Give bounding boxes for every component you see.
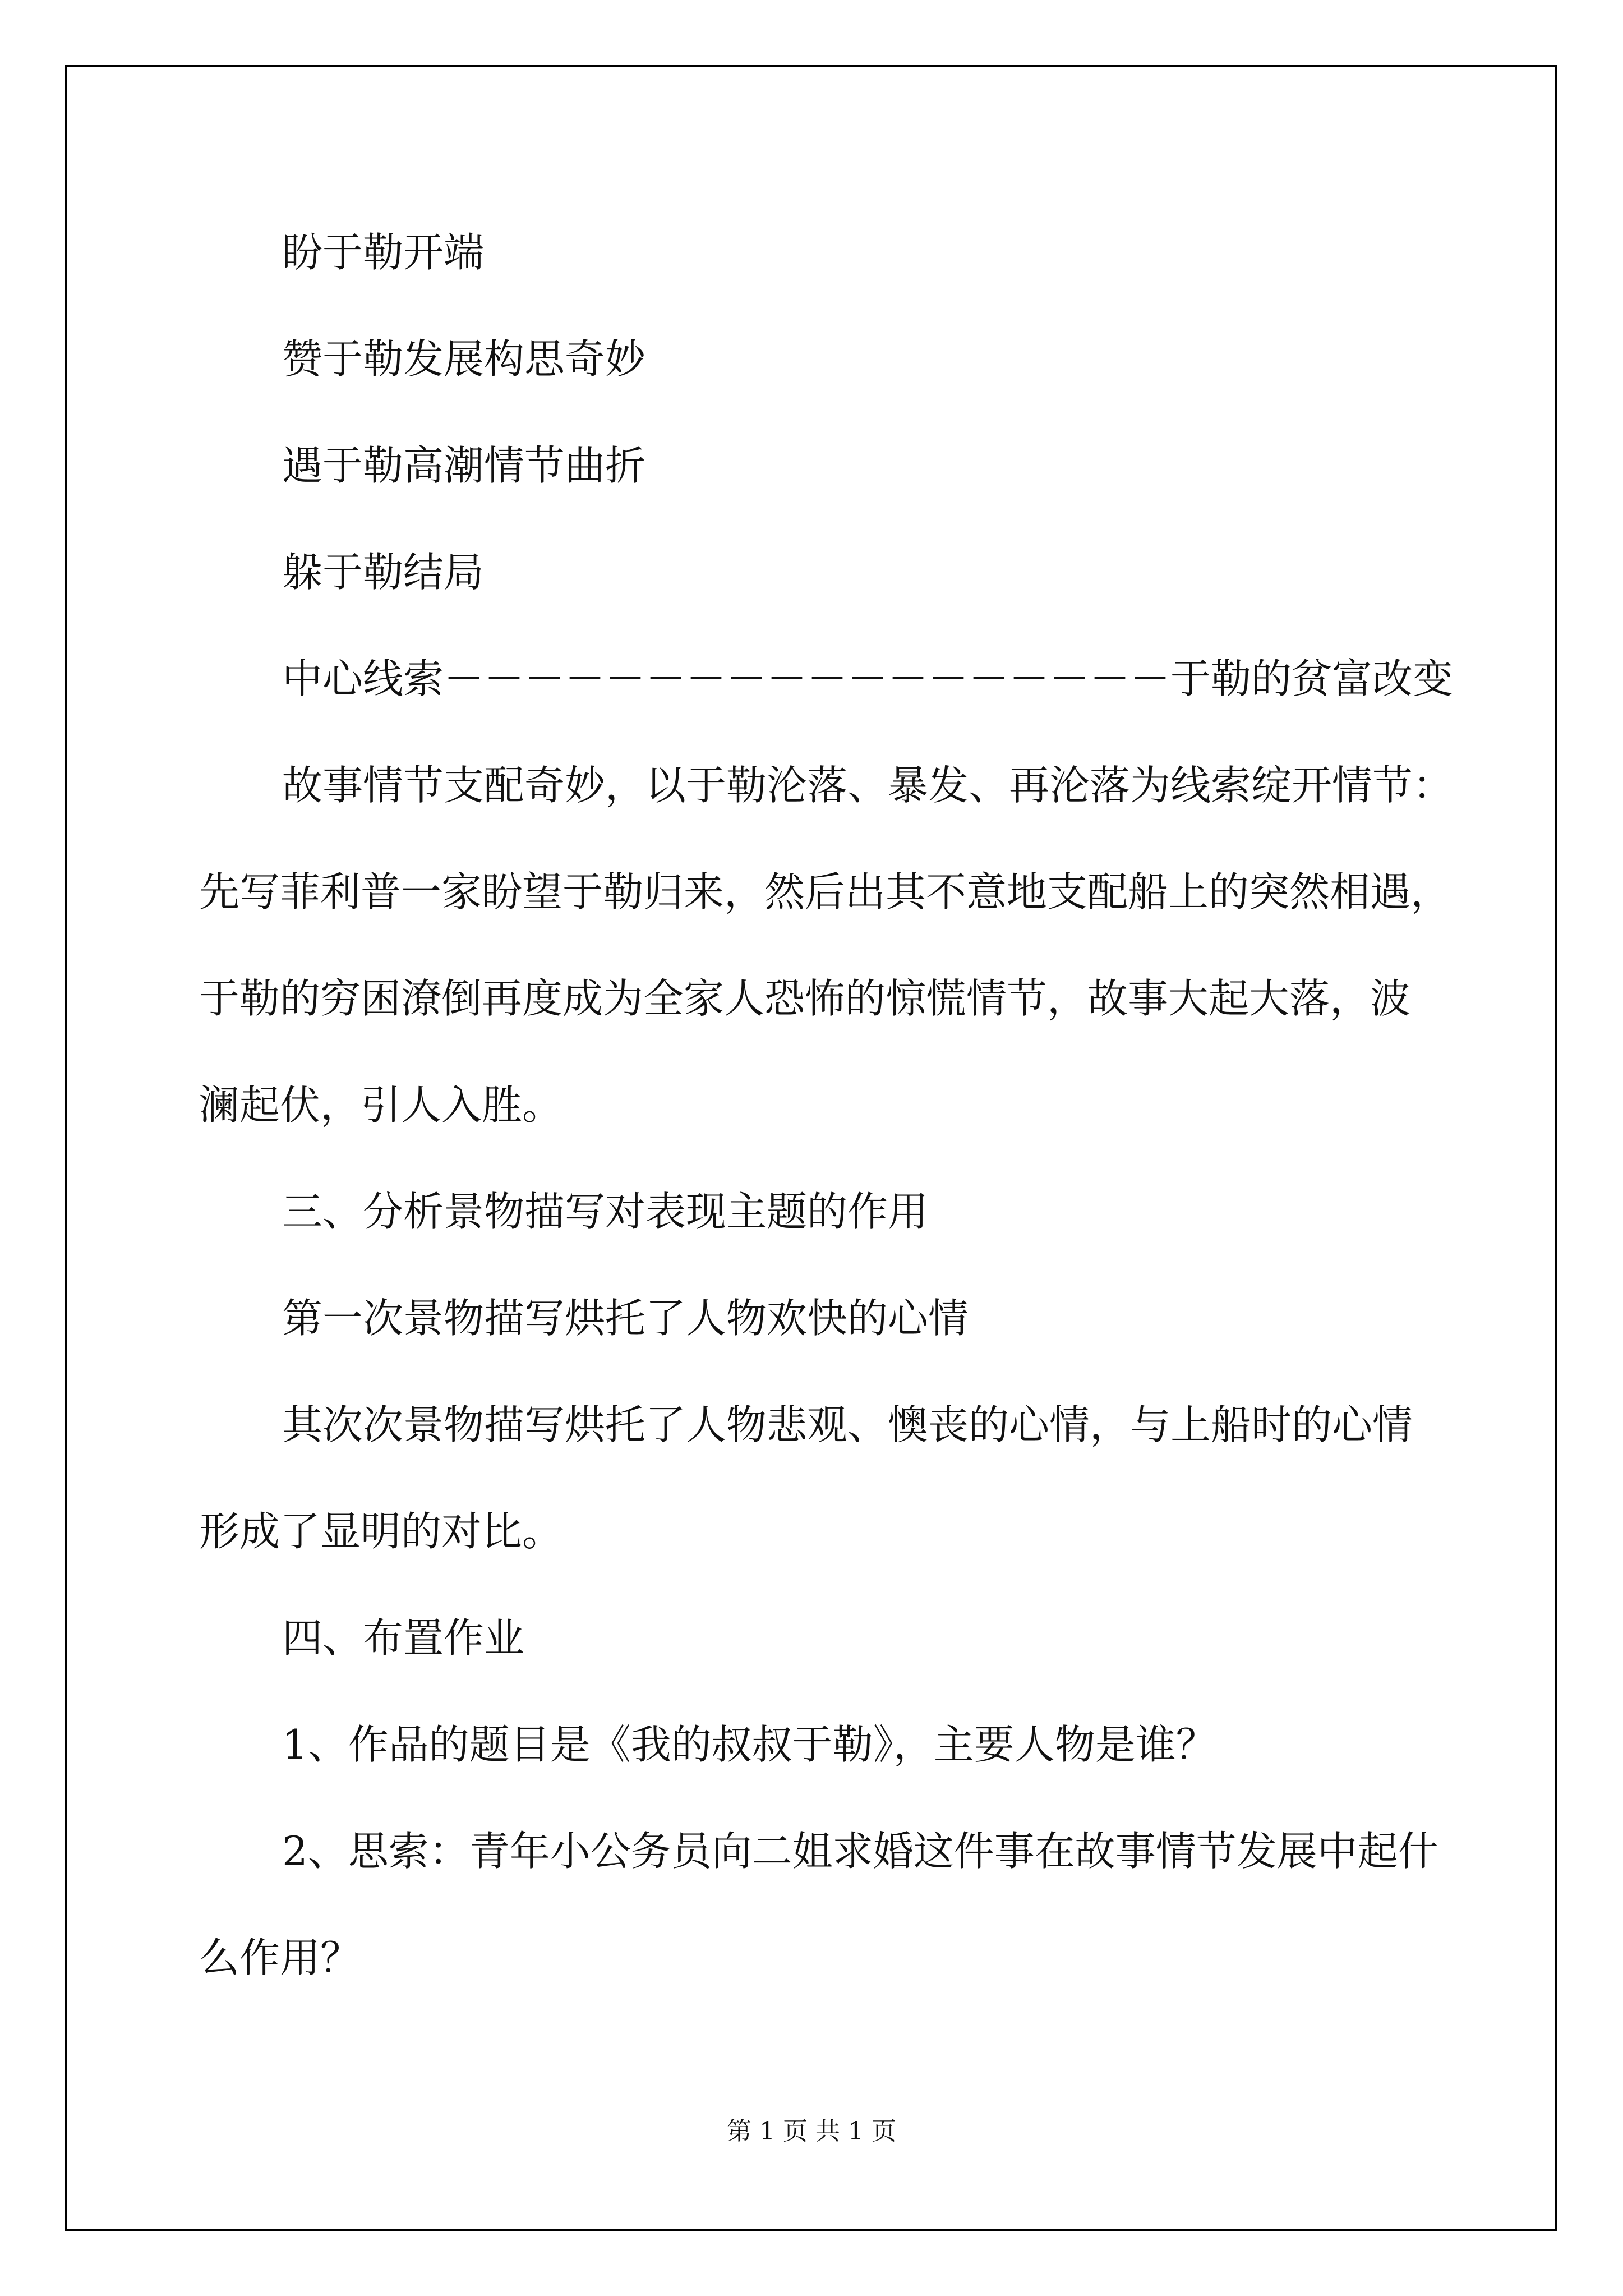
text-line: 澜起伏，引人入胜。 [199,1082,563,1129]
text-line: 么作用？ [199,1934,361,1981]
text-line: 遇于勒高潮情节曲折 [282,442,646,489]
text-line: 第一次景物描写烘托了人物欢快的心情 [282,1295,969,1342]
text-line: 2、思索：青年小公务员向二姐求婚这件事在故事情节发展中起什 [282,1828,1438,1875]
text-line: 中心线索－－－－－－－－－－－－－－－－－－于勒的贫富改变 [282,655,1454,702]
page-border [65,65,1557,2231]
text-line: 躲于勒结局 [282,549,485,596]
text-line: 形成了显明的对比。 [199,1508,563,1555]
text-line: 赞于勒发展构思奇妙 [282,335,646,383]
page-number-footer: 第 1 页 共 1 页 [727,2117,896,2146]
text-line: 于勒的穷困潦倒再度成为全家人恐怖的惊慌情节，故事大起大落，波 [199,975,1411,1022]
text-line: 先写菲利普一家盼望于勒归来，然后出其不意地支配船上的突然相遇， [199,868,1451,915]
section-heading: 三、分析景物描写对表现主题的作用 [282,1188,929,1235]
text-line: 其次次景物描写烘托了人物悲观、懊丧的心情，与上船时的心情 [282,1401,1413,1448]
text-line: 盼于勒开端 [282,229,485,276]
text-line: 1、作品的题目是《我的叔叔于勒》，主要人物是谁？ [282,1721,1216,1768]
section-heading: 四、布置作业 [282,1614,525,1662]
text-line: 故事情节支配奇妙，以于勒沦落、暴发、再沦落为线索绽开情节： [282,762,1454,809]
